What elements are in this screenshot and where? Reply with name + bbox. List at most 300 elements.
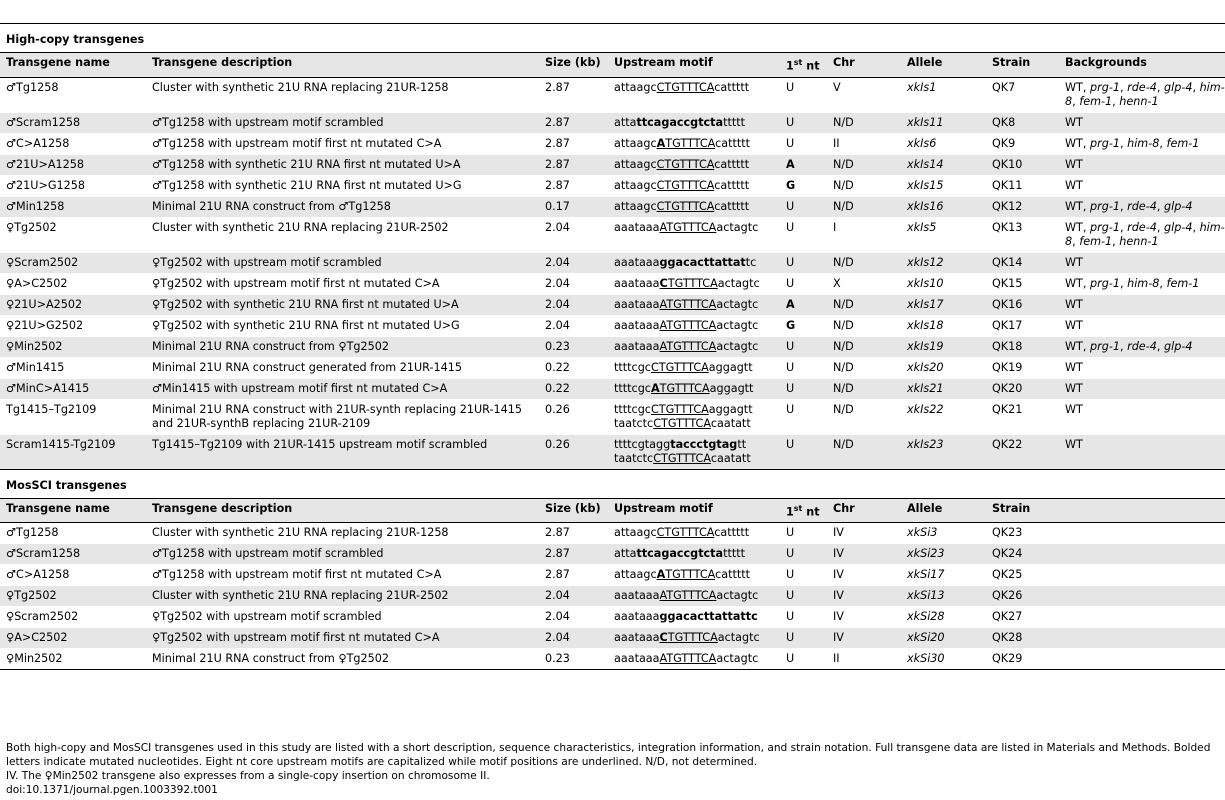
- column-header: Upstream motif: [608, 498, 780, 523]
- sequence-segment: glp-4: [1163, 220, 1193, 234]
- cell-backgrounds: [1059, 133, 1225, 154]
- column-header: Allele: [901, 498, 986, 523]
- cell-name: ♀Scram2502: [0, 252, 146, 273]
- cell-allele: xkIs1: [901, 77, 986, 112]
- sequence-segment: WT,: [1065, 80, 1091, 94]
- cell-desc: Minimal 21U RNA construct generated from 21UR-1415: [146, 357, 539, 378]
- cell-chr: II: [827, 133, 901, 154]
- sequence-segment: actagtc: [716, 318, 759, 332]
- cell-allele: xkIs23: [901, 434, 986, 469]
- cell-strain: QK11: [986, 175, 1059, 196]
- cell-size: 2.87: [539, 154, 608, 175]
- sequence-segment: WT,: [1065, 136, 1091, 150]
- cell-strain: QK24: [986, 544, 1059, 565]
- sequence-segment: him-8: [1127, 276, 1160, 290]
- cell-backgrounds: [1059, 273, 1225, 294]
- sequence-segment: ATGTTTCA: [659, 297, 717, 311]
- sequence-segment: him-8: [1065, 80, 1225, 108]
- sequence-segment: cattttt: [715, 136, 751, 150]
- sequence-segment: glp-4: [1163, 339, 1193, 353]
- sequence-segment: ,: [1156, 199, 1164, 213]
- table-row: [0, 399, 1225, 434]
- cell-size: 0.23: [539, 649, 608, 670]
- cell-size: 0.22: [539, 357, 608, 378]
- sequence-segment: fem-1: [1166, 136, 1200, 150]
- column-header: 1st nt: [780, 53, 827, 78]
- cell-chr: X: [827, 273, 901, 294]
- sequence-segment: WT: [1065, 157, 1083, 171]
- column-header: Transgene name: [0, 498, 146, 523]
- cell-allele: xkIs14: [901, 154, 986, 175]
- cell-desc: Cluster with synthetic 21U RNA replacing 21UR-2502: [146, 217, 539, 252]
- cell-name: ♂Tg1258: [0, 77, 146, 112]
- column-header: [1059, 498, 1225, 523]
- cell-motif: [608, 112, 780, 133]
- sequence-segment: prg-1: [1090, 80, 1120, 94]
- cell-desc: ♂Tg1258 with upstream motif scrambled: [146, 112, 539, 133]
- cell-motif: [608, 628, 780, 649]
- cell-size: 2.87: [539, 112, 608, 133]
- sequence-segment: caatatt: [710, 416, 751, 430]
- sequence-segment: WT: [1065, 178, 1083, 192]
- cell-desc: Minimal 21U RNA construct from ♀Tg2502: [146, 649, 539, 670]
- cell-first-nt: U: [780, 628, 827, 649]
- cell-chr: N/D: [827, 434, 901, 469]
- cell-allele: xkIs16: [901, 196, 986, 217]
- sequence-segment: cattttt: [714, 178, 750, 192]
- cell-desc: Minimal 21U RNA construct from ♂Tg1258: [146, 196, 539, 217]
- sequence-segment: prg-1: [1090, 199, 1120, 213]
- cell-name: ♂Tg1258: [0, 523, 146, 544]
- column-header: Size (kb): [539, 53, 608, 78]
- cell-strain: QK22: [986, 434, 1059, 469]
- cell-name: ♂C>A1258: [0, 133, 146, 154]
- cell-backgrounds: [1059, 357, 1225, 378]
- sequence-segment: cattttt: [715, 568, 751, 582]
- sequence-segment: aaataaa: [614, 318, 660, 332]
- cell-size: 2.04: [539, 628, 608, 649]
- sequence-segment: ttcagaccgtcta: [636, 547, 724, 561]
- cell-size: 2.04: [539, 252, 608, 273]
- cell-size: 2.04: [539, 607, 608, 628]
- cell-name: ♀21U>A2502: [0, 294, 146, 315]
- sequence-segment: TGTTTCA: [665, 136, 716, 150]
- cell-motif: [608, 315, 780, 336]
- cell-allele: xkSi3: [901, 523, 986, 544]
- cell-chr: N/D: [827, 336, 901, 357]
- cell-desc: Minimal 21U RNA construct from ♀Tg2502: [146, 336, 539, 357]
- cell-desc: ♂Tg1258 with upstream motif scrambled: [146, 544, 539, 565]
- cell-size: 0.26: [539, 399, 608, 434]
- cell-chr: N/D: [827, 357, 901, 378]
- sequence-segment: him-8: [1127, 136, 1160, 150]
- cell-backgrounds: [1059, 523, 1225, 544]
- cell-motif: [608, 217, 780, 252]
- cell-size: 2.04: [539, 217, 608, 252]
- sequence-segment: actagtc: [716, 220, 759, 234]
- cell-first-nt: U: [780, 399, 827, 434]
- sequence-segment: actagtc: [716, 339, 759, 353]
- transgene-table: [0, 24, 1225, 670]
- cell-chr: IV: [827, 523, 901, 544]
- sequence-segment: aaataaa: [614, 631, 660, 645]
- cell-allele: xkIs10: [901, 273, 986, 294]
- sequence-segment: attaagc: [614, 136, 657, 150]
- sequence-segment: attaagc: [614, 199, 657, 213]
- cell-backgrounds: [1059, 649, 1225, 670]
- cell-backgrounds: [1059, 315, 1225, 336]
- section-title: High-copy transgenes: [6, 33, 145, 46]
- cell-first-nt: U: [780, 649, 827, 670]
- cell-strain: QK18: [986, 336, 1059, 357]
- cell-chr: N/D: [827, 112, 901, 133]
- column-header: Transgene description: [146, 53, 539, 78]
- sequence-segment: WT: [1065, 437, 1083, 451]
- sequence-segment: ,: [1159, 276, 1167, 290]
- sequence-segment: fem-1: [1079, 94, 1113, 108]
- cell-motif: [608, 649, 780, 670]
- cell-first-nt: U: [780, 112, 827, 133]
- sequence-segment: aaataaa: [614, 589, 660, 603]
- cell-strain: QK14: [986, 252, 1059, 273]
- sequence-segment: ATGTTTCA: [659, 339, 717, 353]
- sequence-segment: ,: [1072, 94, 1080, 108]
- sequence-segment: caatatt: [710, 451, 751, 465]
- cell-backgrounds: [1059, 175, 1225, 196]
- section-title: MosSCI transgenes: [6, 478, 127, 492]
- cell-motif: [608, 434, 780, 469]
- cell-motif: [608, 196, 780, 217]
- cell-size: 2.87: [539, 523, 608, 544]
- sequence-segment: TGTTTCA: [659, 381, 710, 395]
- sequence-segment: C: [659, 631, 668, 645]
- cell-allele: xkIs18: [901, 315, 986, 336]
- sequence-segment: attaagc: [614, 568, 657, 582]
- cell-chr: N/D: [827, 315, 901, 336]
- sequence-segment: aaataaa: [614, 297, 660, 311]
- cell-size: 2.04: [539, 294, 608, 315]
- sequence-segment: ATGTTTCA: [659, 220, 717, 234]
- sequence-segment: cattttt: [714, 526, 750, 540]
- sequence-segment: taatctc: [614, 451, 654, 465]
- table-row: [0, 217, 1225, 252]
- cell-motif: [608, 565, 780, 586]
- cell-first-nt: U: [780, 336, 827, 357]
- sequence-segment: attaagc: [614, 526, 657, 540]
- cell-strain: QK23: [986, 523, 1059, 544]
- sequence-segment: fem-1: [1166, 276, 1200, 290]
- table-row: [0, 175, 1225, 196]
- cell-size: 0.26: [539, 434, 608, 469]
- sequence-segment: TGTTTCA: [667, 276, 718, 290]
- column-header-row: [0, 53, 1225, 78]
- cell-motif: [608, 378, 780, 399]
- sequence-segment: attaagc: [614, 80, 657, 94]
- column-header: 1st nt: [780, 498, 827, 523]
- sequence-segment: CTGTTTCA: [656, 526, 715, 540]
- cell-chr: V: [827, 77, 901, 112]
- table-row: [0, 336, 1225, 357]
- sequence-segment: CTGTTTCA: [656, 157, 715, 171]
- sequence-segment: henn-1: [1119, 234, 1159, 248]
- section-title-row: [0, 24, 1225, 53]
- cell-first-nt: U: [780, 217, 827, 252]
- cell-strain: QK8: [986, 112, 1059, 133]
- cell-strain: QK13: [986, 217, 1059, 252]
- sequence-segment: ttttcgc: [614, 402, 651, 416]
- table-row: [0, 565, 1225, 586]
- sequence-segment: aaataaa: [614, 610, 660, 624]
- cell-name: ♀A>C2502: [0, 628, 146, 649]
- cell-backgrounds: [1059, 378, 1225, 399]
- cell-chr: IV: [827, 544, 901, 565]
- table-row: [0, 357, 1225, 378]
- cell-desc: ♂Tg1258 with upstream motif first nt mutated C>A: [146, 565, 539, 586]
- table-row: [0, 273, 1225, 294]
- cell-strain: QK12: [986, 196, 1059, 217]
- cell-allele: xkIs12: [901, 252, 986, 273]
- column-header: Strain: [986, 498, 1059, 523]
- cell-desc: ♂Tg1258 with synthetic 21U RNA first nt mutated U>A: [146, 154, 539, 175]
- sequence-segment: ,: [1156, 339, 1164, 353]
- cell-name: Scram1415-Tg2109: [0, 434, 146, 469]
- cell-strain: QK27: [986, 607, 1059, 628]
- sequence-segment: ATGTTTCA: [659, 589, 717, 603]
- sequence-segment: ,: [1159, 136, 1167, 150]
- sequence-segment: ,: [1192, 220, 1200, 234]
- cell-backgrounds: [1059, 399, 1225, 434]
- sequence-segment: ttttcgc: [614, 360, 651, 374]
- cell-strain: QK26: [986, 586, 1059, 607]
- sequence-segment: tc: [745, 255, 757, 269]
- cell-allele: xkIs22: [901, 399, 986, 434]
- cell-allele: xkSi30: [901, 649, 986, 670]
- cell-size: 0.22: [539, 378, 608, 399]
- column-header: Size (kb): [539, 498, 608, 523]
- cell-chr: IV: [827, 586, 901, 607]
- cell-allele: xkSi20: [901, 628, 986, 649]
- sequence-segment: prg-1: [1090, 276, 1120, 290]
- sequence-segment: ,: [1119, 276, 1128, 290]
- sequence-segment: ttttt: [723, 115, 746, 129]
- cell-strain: QK21: [986, 399, 1059, 434]
- cell-size: 2.87: [539, 175, 608, 196]
- table-row: [0, 544, 1225, 565]
- sequence-segment: CTGTTTCA: [656, 199, 715, 213]
- sequence-segment: ,: [1156, 80, 1164, 94]
- column-header: Chr: [827, 53, 901, 78]
- sequence-segment: him-8: [1065, 220, 1225, 248]
- cell-strain: QK16: [986, 294, 1059, 315]
- cell-backgrounds: [1059, 565, 1225, 586]
- table-row: [0, 586, 1225, 607]
- table-row: [0, 294, 1225, 315]
- cell-backgrounds: [1059, 112, 1225, 133]
- cell-desc: ♀Tg2502 with upstream motif first nt mutated C>A: [146, 273, 539, 294]
- cell-strain: QK29: [986, 649, 1059, 670]
- sequence-segment: WT: [1065, 381, 1083, 395]
- sequence-segment: CTGTTTCA: [653, 416, 711, 430]
- sequence-segment: WT,: [1065, 339, 1091, 353]
- cell-motif: [608, 399, 780, 434]
- cell-allele: xkIs17: [901, 294, 986, 315]
- cell-size: 2.04: [539, 315, 608, 336]
- sequence-segment: CTGTTTCA: [656, 178, 715, 192]
- sequence-segment: rde-4: [1127, 339, 1157, 353]
- cell-first-nt: G: [780, 175, 827, 196]
- sequence-segment: ,: [1112, 234, 1120, 248]
- sequence-segment: attaagc: [614, 178, 657, 192]
- sequence-segment: ,: [1192, 80, 1200, 94]
- cell-size: 2.87: [539, 133, 608, 154]
- cell-name: ♀21U>G2502: [0, 315, 146, 336]
- sequence-segment: aaataaa: [614, 276, 660, 290]
- table-row: [0, 378, 1225, 399]
- cell-first-nt: G: [780, 315, 827, 336]
- sequence-segment: C: [659, 276, 668, 290]
- cell-backgrounds: [1059, 77, 1225, 112]
- table-row: [0, 523, 1225, 544]
- cell-desc: ♂Tg1258 with synthetic 21U RNA first nt mutated U>G: [146, 175, 539, 196]
- sequence-segment: WT,: [1065, 199, 1091, 213]
- sequence-segment: ATGTTTCA: [659, 652, 717, 666]
- sequence-segment: ,: [1119, 80, 1128, 94]
- cell-first-nt: U: [780, 586, 827, 607]
- column-header: Backgrounds: [1059, 53, 1225, 78]
- sequence-segment: WT: [1065, 318, 1083, 332]
- cell-first-nt: U: [780, 77, 827, 112]
- cell-motif: [608, 154, 780, 175]
- cell-motif: [608, 77, 780, 112]
- cell-chr: IV: [827, 565, 901, 586]
- sequence-segment: CTGTTTCA: [650, 360, 709, 374]
- cell-allele: xkIs21: [901, 378, 986, 399]
- sequence-segment: actagtc: [717, 631, 760, 645]
- cell-name: ♂21U>A1258: [0, 154, 146, 175]
- cell-size: 0.17: [539, 196, 608, 217]
- column-header-row: [0, 498, 1225, 523]
- table-row: [0, 112, 1225, 133]
- sequence-segment: henn-1: [1119, 94, 1159, 108]
- cell-desc: Cluster with synthetic 21U RNA replacing 21UR-1258: [146, 523, 539, 544]
- column-header: Transgene name: [0, 53, 146, 78]
- table-row: [0, 252, 1225, 273]
- cell-first-nt: U: [780, 607, 827, 628]
- table-row: [0, 649, 1225, 670]
- cell-first-nt: U: [780, 196, 827, 217]
- cell-strain: QK10: [986, 154, 1059, 175]
- cell-name: ♂21U>G1258: [0, 175, 146, 196]
- cell-allele: xkIs15: [901, 175, 986, 196]
- cell-chr: N/D: [827, 294, 901, 315]
- cell-strain: QK7: [986, 77, 1059, 112]
- cell-strain: QK9: [986, 133, 1059, 154]
- sequence-segment: WT,: [1065, 220, 1091, 234]
- cell-motif: [608, 252, 780, 273]
- cell-name: ♀A>C2502: [0, 273, 146, 294]
- cell-allele: xkSi28: [901, 607, 986, 628]
- sequence-segment: aaataaa: [614, 339, 660, 353]
- cell-first-nt: U: [780, 133, 827, 154]
- cell-desc: ♂Tg1258 with upstream motif first nt mutated C>A: [146, 133, 539, 154]
- table-row: [0, 77, 1225, 112]
- cell-strain: QK19: [986, 357, 1059, 378]
- cell-allele: xkIs20: [901, 357, 986, 378]
- sequence-segment: WT: [1065, 297, 1083, 311]
- cell-size: 2.87: [539, 565, 608, 586]
- cell-chr: N/D: [827, 154, 901, 175]
- sequence-segment: aaataaa: [614, 255, 660, 269]
- column-header: Strain: [986, 53, 1059, 78]
- cell-name: ♂MinC>A1415: [0, 378, 146, 399]
- cell-motif: [608, 175, 780, 196]
- section-title-row: [0, 469, 1225, 498]
- sequence-segment: actagtc: [717, 276, 760, 290]
- cell-first-nt: U: [780, 252, 827, 273]
- cell-motif: [608, 336, 780, 357]
- cell-desc: Cluster with synthetic 21U RNA replacing 21UR-2502: [146, 586, 539, 607]
- table-row: [0, 434, 1225, 469]
- cell-backgrounds: [1059, 154, 1225, 175]
- sequence-segment: cattttt: [714, 199, 750, 213]
- sequence-segment: ,: [1119, 339, 1128, 353]
- cell-size: 2.87: [539, 77, 608, 112]
- cell-name: ♀Scram2502: [0, 607, 146, 628]
- cell-first-nt: U: [780, 434, 827, 469]
- cell-allele: xkSi13: [901, 586, 986, 607]
- sequence-segment: atta: [614, 547, 637, 561]
- sequence-segment: aaataaa: [614, 652, 660, 666]
- cell-size: 0.23: [539, 336, 608, 357]
- cell-strain: QK28: [986, 628, 1059, 649]
- sequence-segment: ggacacttattattc: [659, 610, 758, 624]
- sequence-segment: fem-1: [1079, 234, 1113, 248]
- table-row: [0, 607, 1225, 628]
- cell-motif: [608, 133, 780, 154]
- cell-backgrounds: [1059, 544, 1225, 565]
- table-row: [0, 628, 1225, 649]
- sequence-segment: ,: [1112, 94, 1120, 108]
- sequence-segment: ,: [1119, 199, 1128, 213]
- sequence-segment: tt: [737, 437, 747, 451]
- table-footnotes: [6, 741, 1216, 797]
- cell-name: ♂Min1415: [0, 357, 146, 378]
- cell-backgrounds: [1059, 586, 1225, 607]
- cell-first-nt: U: [780, 523, 827, 544]
- sequence-segment: attaagc: [614, 157, 657, 171]
- cell-chr: N/D: [827, 196, 901, 217]
- cell-backgrounds: [1059, 196, 1225, 217]
- sequence-segment: rde-4: [1127, 220, 1157, 234]
- cell-backgrounds: [1059, 336, 1225, 357]
- sequence-segment: cattttt: [714, 80, 750, 94]
- sequence-segment: atta: [614, 115, 637, 129]
- sequence-segment: ttttt: [723, 547, 746, 561]
- sequence-segment: aggagtt: [709, 381, 754, 395]
- cell-name: ♂Scram1258: [0, 112, 146, 133]
- column-header: Allele: [901, 53, 986, 78]
- cell-motif: [608, 523, 780, 544]
- cell-motif: [608, 586, 780, 607]
- sequence-segment: CTGTTTCA: [656, 80, 715, 94]
- cell-name: ♀Min2502: [0, 336, 146, 357]
- sequence-segment: actagtc: [716, 297, 759, 311]
- cell-desc: Minimal 21U RNA construct with 21UR-synth replacing 21UR-1415 and 21UR-synthB replacing 21UR-2109: [146, 399, 539, 434]
- cell-motif: [608, 357, 780, 378]
- cell-chr: I: [827, 217, 901, 252]
- footnote-doi: doi:10.1371/journal.pgen.1003392.t001: [6, 784, 218, 796]
- sequence-segment: rde-4: [1127, 199, 1157, 213]
